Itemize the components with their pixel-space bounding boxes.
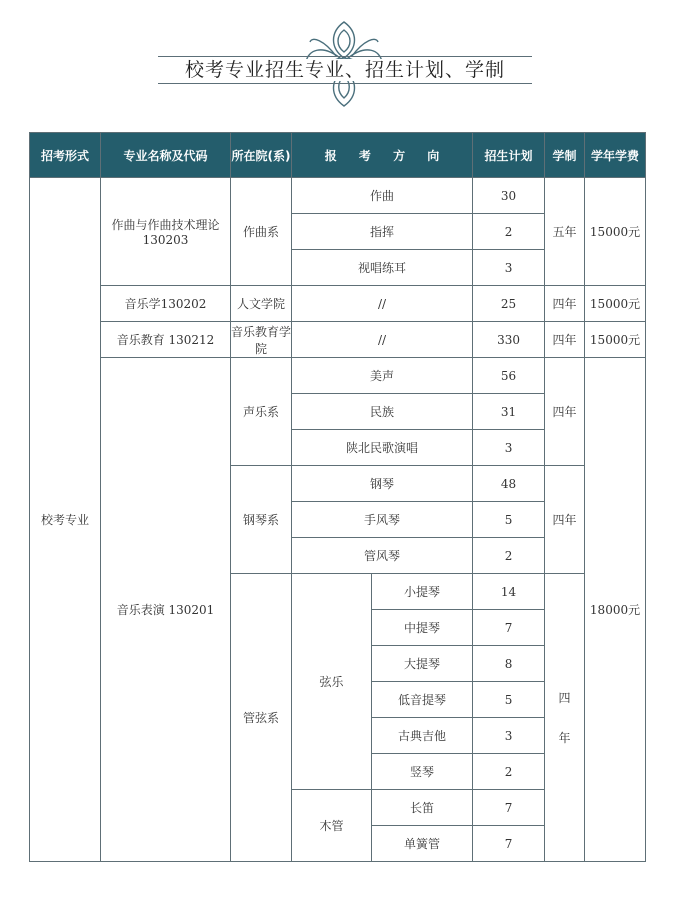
fee-cell: 18000元 bbox=[585, 358, 646, 862]
dept-cell: 钢琴系 bbox=[231, 466, 292, 574]
direction-cell: 中提琴 bbox=[372, 610, 473, 646]
direction-cell: 古典吉他 bbox=[372, 718, 473, 754]
title-rule-bottom bbox=[158, 83, 532, 84]
plan-cell: 2 bbox=[473, 754, 545, 790]
direction-cell: 大提琴 bbox=[372, 646, 473, 682]
header-fee: 学年学费 bbox=[585, 133, 646, 178]
header-form: 招考形式 bbox=[30, 133, 101, 178]
years-char-1: 四 bbox=[558, 690, 571, 705]
plan-cell: 3 bbox=[473, 430, 545, 466]
years-cell: 四年 bbox=[545, 286, 585, 322]
direction-cell: 视唱练耳 bbox=[292, 250, 473, 286]
years-cell: 四年 bbox=[545, 322, 585, 358]
dept-cell: 人文学院 bbox=[231, 286, 292, 322]
major-cell: 音乐教育 130212 bbox=[101, 322, 231, 358]
years-cell: 五年 bbox=[545, 178, 585, 286]
direction-cell: 小提琴 bbox=[372, 574, 473, 610]
plan-cell: 3 bbox=[473, 250, 545, 286]
direction-cell: // bbox=[292, 322, 473, 358]
plan-cell: 48 bbox=[473, 466, 545, 502]
subgroup-cell: 木管 bbox=[292, 790, 372, 862]
title-rule-top bbox=[158, 56, 532, 57]
plan-cell: 7 bbox=[473, 610, 545, 646]
major-cell: 音乐学130202 bbox=[101, 286, 231, 322]
form-cell: 校考专业 bbox=[30, 178, 101, 862]
header-years: 学制 bbox=[545, 133, 585, 178]
direction-cell: // bbox=[292, 286, 473, 322]
direction-cell: 作曲 bbox=[292, 178, 473, 214]
direction-cell: 钢琴 bbox=[292, 466, 473, 502]
direction-cell: 陕北民歌演唱 bbox=[292, 430, 473, 466]
plan-cell: 7 bbox=[473, 826, 545, 862]
years-cell: 四年 bbox=[545, 358, 585, 466]
page-header bbox=[0, 0, 691, 125]
years-cell bbox=[545, 574, 585, 862]
header-dept: 所在院(系) bbox=[231, 133, 292, 178]
table-header-row bbox=[30, 133, 646, 178]
table-row bbox=[30, 358, 646, 394]
direction-cell: 管风琴 bbox=[292, 538, 473, 574]
table-row bbox=[30, 286, 646, 322]
dept-cell: 声乐系 bbox=[231, 358, 292, 466]
fee-cell: 15000元 bbox=[585, 178, 646, 286]
plan-cell: 5 bbox=[473, 502, 545, 538]
page-title: 校考专业招生专业、招生计划、学制 bbox=[158, 58, 532, 82]
direction-cell: 手风琴 bbox=[292, 502, 473, 538]
header-plan: 招生计划 bbox=[473, 133, 545, 178]
plan-cell: 7 bbox=[473, 790, 545, 826]
plan-cell: 330 bbox=[473, 322, 545, 358]
header-major: 专业名称及代码 bbox=[101, 133, 231, 178]
direction-cell: 低音提琴 bbox=[372, 682, 473, 718]
major-cell: 音乐表演 130201 bbox=[101, 358, 231, 862]
table-row bbox=[30, 322, 646, 358]
plan-cell: 31 bbox=[473, 394, 545, 430]
major-cell: 作曲与作曲技术理论 130203 bbox=[101, 178, 231, 286]
direction-cell: 单簧管 bbox=[372, 826, 473, 862]
plan-cell: 3 bbox=[473, 718, 545, 754]
subgroup-cell: 弦乐 bbox=[292, 574, 372, 790]
plan-cell: 8 bbox=[473, 646, 545, 682]
plan-cell: 14 bbox=[473, 574, 545, 610]
plan-cell: 56 bbox=[473, 358, 545, 394]
plan-cell: 2 bbox=[473, 538, 545, 574]
dept-cell: 管弦系 bbox=[231, 574, 292, 862]
direction-cell: 竖琴 bbox=[372, 754, 473, 790]
direction-cell: 长笛 bbox=[372, 790, 473, 826]
header-direction: 报 考 方 向 bbox=[292, 133, 473, 178]
years-char-2: 年 bbox=[558, 730, 571, 745]
direction-cell: 美声 bbox=[292, 358, 473, 394]
dept-cell: 作曲系 bbox=[231, 178, 292, 286]
plan-cell: 5 bbox=[473, 682, 545, 718]
fee-cell: 15000元 bbox=[585, 322, 646, 358]
years-cell: 四年 bbox=[545, 466, 585, 574]
direction-cell: 指挥 bbox=[292, 214, 473, 250]
table-row bbox=[30, 178, 646, 214]
plan-cell: 2 bbox=[473, 214, 545, 250]
admission-plan-table bbox=[29, 132, 646, 862]
direction-cell: 民族 bbox=[292, 394, 473, 430]
plan-cell: 25 bbox=[473, 286, 545, 322]
dept-cell: 音乐教育学院 bbox=[231, 322, 292, 358]
plan-cell: 30 bbox=[473, 178, 545, 214]
fee-cell: 15000元 bbox=[585, 286, 646, 322]
